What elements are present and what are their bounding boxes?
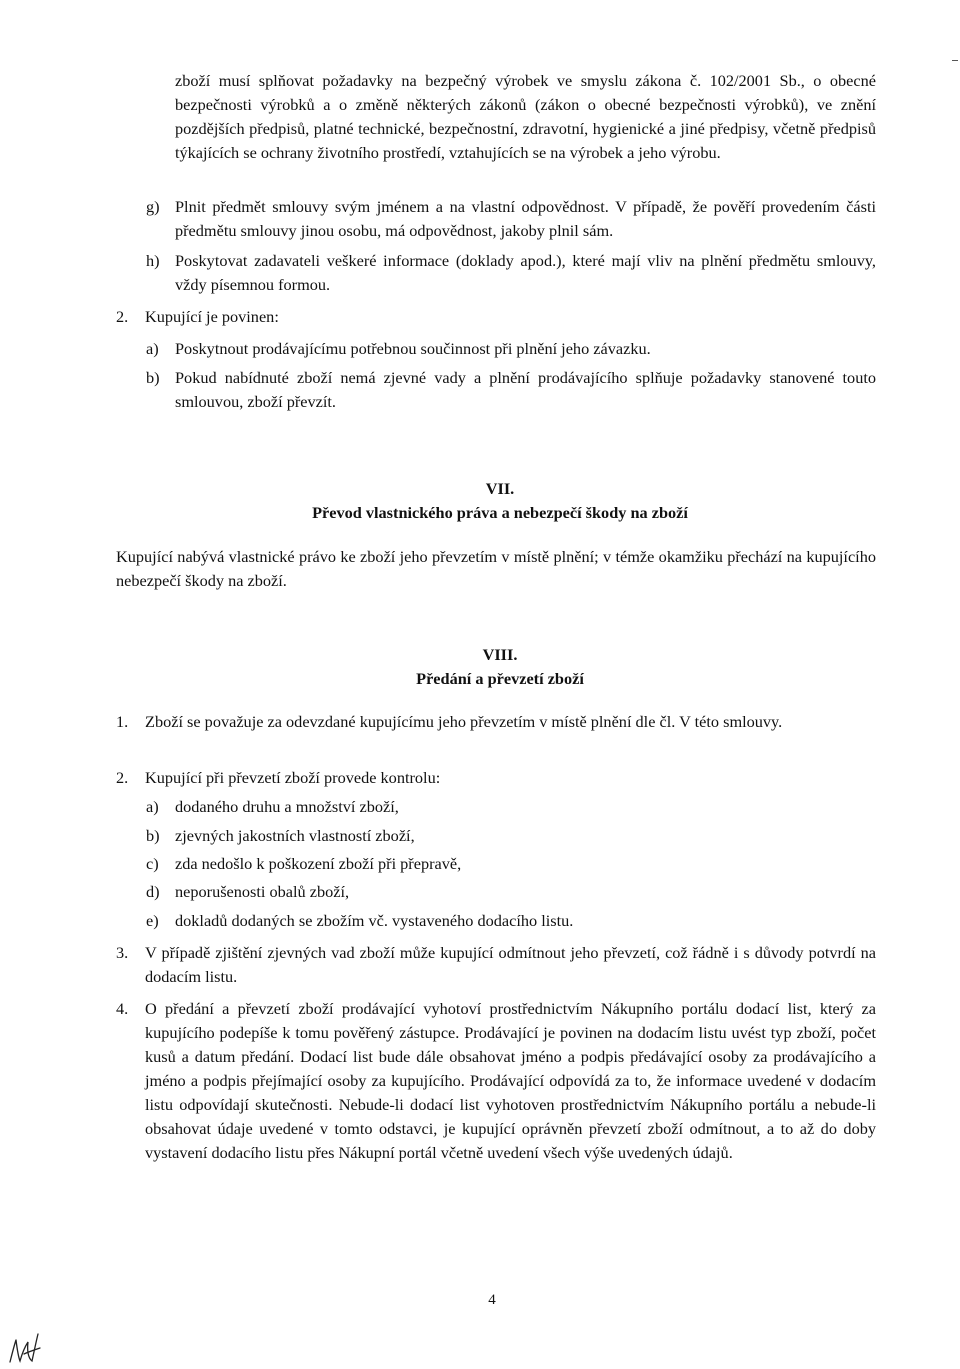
control-item-e [146,909,876,933]
paragraph-number: 2. [116,307,129,326]
section8-title: Předání a převzetí zboží [416,669,584,688]
paragraph-text: Kupující je povinen: [145,307,279,326]
paragraph-number: 4. [116,999,129,1018]
section7-title: Převod vlastnického práva a nebezpečí škody na zboží [312,503,688,522]
seller-item-h [146,249,876,297]
paragraph-number: 1. [116,712,129,731]
control-item-b [146,824,876,848]
paragraph-number: 3. [116,943,129,962]
control-item-a [146,795,876,819]
item-text: dokladů dodaných se zbožím vč. vystaveného dodacího listu. [175,911,574,930]
paragraph-number: 2. [116,768,129,787]
section8-numeral: VIII. [482,645,518,664]
item-label: e) [146,911,159,930]
section8-paragraph-2 [116,766,876,790]
seller-item-g [146,195,876,243]
buyer-obligations-heading [116,305,876,329]
section8-paragraph-1 [116,710,876,734]
item-label: h) [146,251,160,270]
paragraph-text: O předání a převzetí zboží prodávající vyhotoví prostřednictvím Nákupního portálu dodací list, který za kupujícího podepíše k tomu pověřený zástupce. Prodávající je povinen na dodacím listu uvést typ zboží, počet kusů a datum předání. Dodací list bude dále obsahovat jméno a podpis předávající osoby za prodávajícího a jméno a podpis přejímající osoby za kupujícího. Prodávající odpovídá za to, že informace uvedené v dodacím listu odpovídají skutečnosti. Nebude-li dodací list vyhotoven prostřednictvím Nákupního portálu a nebude-li obsahovat údaje uvedené v tomto odstavci, je kupující oprávněn převzetí zboží odmítnout, a to až do doby vystavení dodacího listu přes Nákupní portál včetně uvedení všech výše uvedených údajů. [145,999,876,1162]
item-label: g) [146,197,160,216]
continuation-paragraph [175,69,876,165]
control-item-c [146,852,876,876]
section7-numeral: VII. [485,479,515,498]
section7-paragraph [116,545,876,593]
item-label: b) [146,826,160,845]
paragraph-text: V případě zjištění zjevných vad zboží může kupující odmítnout jeho převzetí, což řádně i s důvody potvrdí na dodacím listu. [145,943,876,986]
item-label: a) [146,797,159,816]
section8-paragraph-3 [116,941,876,989]
buyer-item-a [146,337,876,361]
continuation-text: zboží musí splňovat požadavky na bezpečný výrobek ve smyslu zákona č. 102/2001 Sb., o obecné bezpečnosti výrobků a o změně některých zákonů (zákon o obecné bezpečnosti výrobků), ve znění pozdějších předpisů, platné technické, bezpečnostní, zdravotní, hygienické a jiné předpisy, včetně předpisů týkajících se ochrany životního prostředí, vztahujících se na výrobek a jeho výrobu. [175,71,876,162]
buyer-item-b [146,366,876,414]
item-text: Poskytnout prodávajícímu potřebnou součinnost při plnění jeho závazku. [175,339,651,358]
item-text: Poskytovat zadavateli veškeré informace (doklady apod.), které mají vliv na plnění předmětu smlouvy, vždy písemnou formou. [175,251,876,294]
item-label: c) [146,854,159,873]
scan-mark [952,60,958,63]
section8-paragraph-4 [116,997,876,1165]
item-text: dodaného druhu a množství zboží, [175,797,399,816]
item-text: Plnit předmět smlouvy svým jménem a na vlastní odpovědnost. V případě, že pověří provedením části předmětu smlouvy jinou osobu, má odpovědnost, jakoby plnil sám. [175,197,876,240]
item-label: a) [146,339,159,358]
control-item-d [146,880,876,904]
item-text: zda nedošlo k poškození zboží při přepravě, [175,854,462,873]
item-label: d) [146,882,160,901]
item-text: neporušenosti obalů zboží, [175,882,350,901]
paragraph-text: Zboží se považuje za odevzdané kupujícímu jeho převzetím v místě plnění dle čl. V této smlouvy. [145,712,783,731]
page-number: 4 [488,1292,496,1308]
item-label: b) [146,368,160,387]
section7-text: Kupující nabývá vlastnické právo ke zboží jeho převzetím v místě plnění; v témže okamžiku přechází na kupujícího nebezpečí škody na zboží. [116,547,876,590]
handwritten-initials-icon [4,1328,44,1366]
paragraph-text: Kupující při převzetí zboží provede kontrolu: [145,768,441,787]
item-text: zjevných jakostních vlastností zboží, [175,826,415,845]
item-text: Pokud nabídnuté zboží nemá zjevné vady a plnění prodávajícího splňuje požadavky stanovené touto smlouvou, zboží převzít. [175,368,876,411]
